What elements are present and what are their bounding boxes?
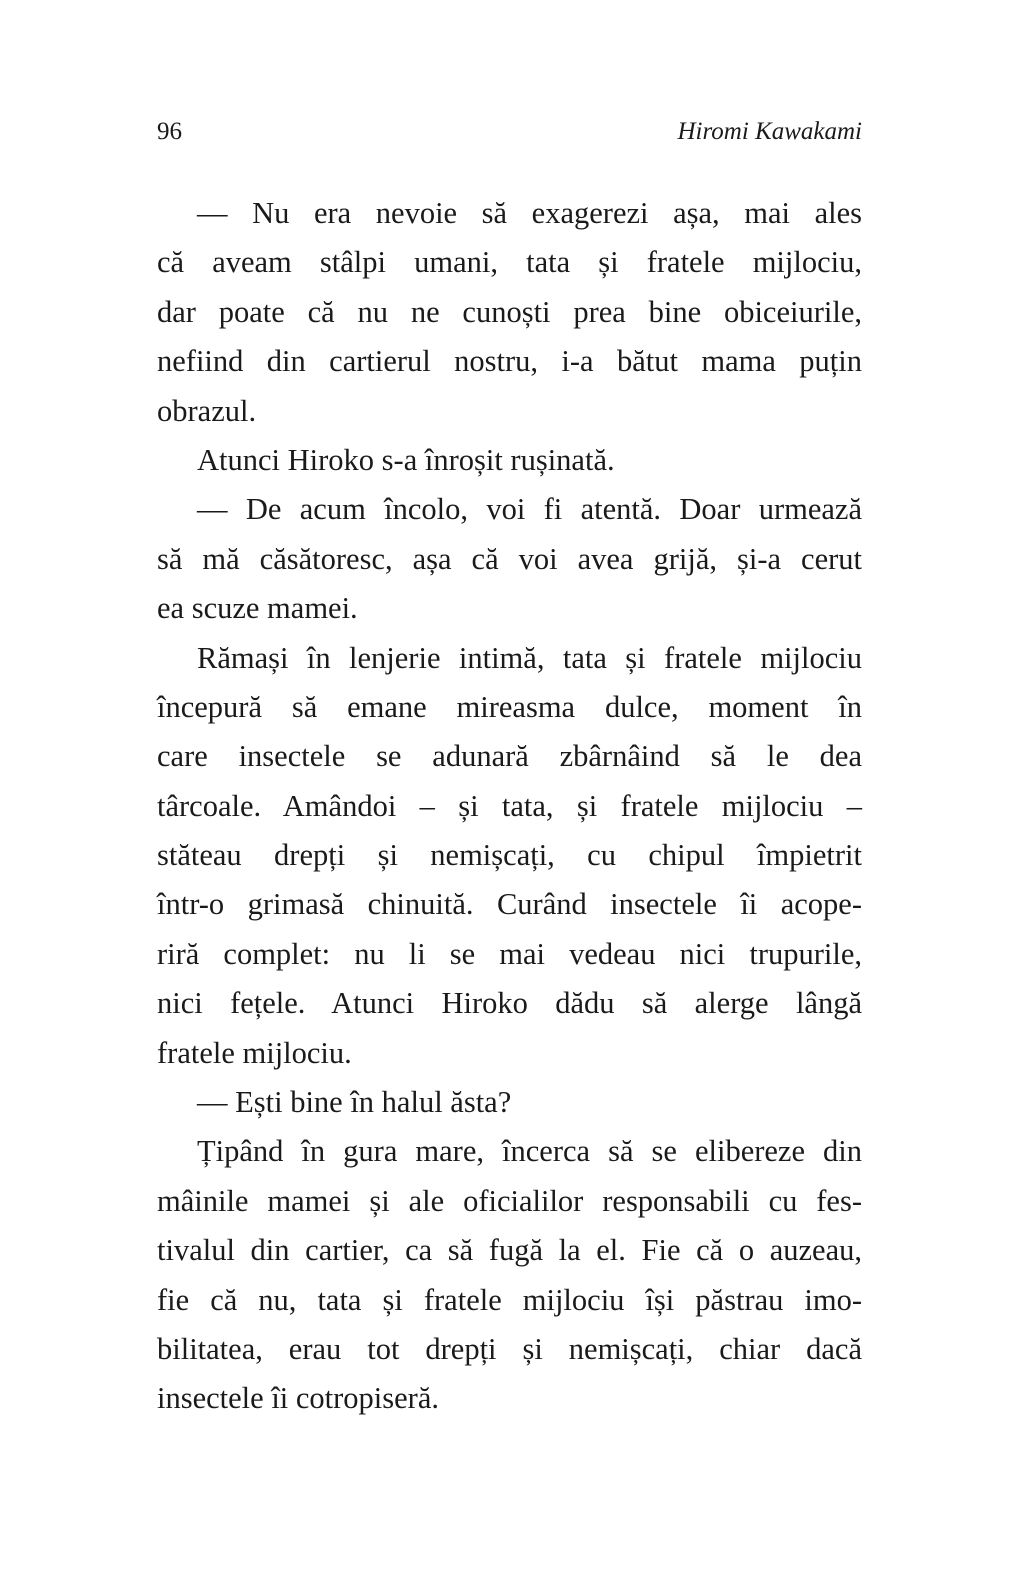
text-line: să mă căsătoresc, așa că voi avea grijă, și-a cerut bbox=[157, 541, 862, 576]
text-line: Atunci Hiroko s-a înroșit rușinată. bbox=[197, 442, 615, 477]
author-name: Hiromi Kawakami bbox=[677, 118, 862, 145]
paragraph bbox=[157, 1127, 862, 1423]
text-line: bilitatea, erau tot drepți și nemișcați, chiar dacă bbox=[157, 1331, 862, 1366]
text-line: Rămași în lenjerie intimă, tata și fratele mijlociu bbox=[197, 640, 862, 675]
page-number: 96 bbox=[157, 118, 182, 145]
text-line: nefiind din cartierul nostru, i-a bătut mama puțin bbox=[157, 344, 862, 379]
paragraph bbox=[157, 634, 862, 1079]
text-line: — Ești bine în halul ăsta? bbox=[197, 1085, 512, 1120]
text-line: tivalul din cartier, ca să fugă la el. Fie că o auzeau, bbox=[157, 1233, 862, 1268]
paragraph bbox=[157, 1078, 862, 1127]
paragraph bbox=[157, 189, 862, 436]
paragraph bbox=[157, 485, 862, 633]
text-line: care insectele se adunară zbârnâind să le dea bbox=[157, 739, 862, 774]
text-line: într-o grimasă chinuită. Curând insectele îi acope- bbox=[157, 887, 862, 922]
text-line: — Nu era nevoie să exagerezi așa, mai ales bbox=[197, 196, 862, 230]
text-line: fratele mijlociu. bbox=[157, 1035, 352, 1070]
text-line: obrazul. bbox=[157, 393, 257, 428]
text-line: fie că nu, tata și fratele mijlociu își păstrau imo- bbox=[157, 1282, 862, 1317]
text-line: începură să emane mireasma dulce, moment în bbox=[157, 689, 862, 724]
text-line: dar poate că nu ne cunoști prea bine obiceiurile, bbox=[157, 294, 862, 329]
text-line: că aveam stâlpi umani, tata și fratele mijlociu, bbox=[157, 245, 862, 280]
text-line: ea scuze mamei. bbox=[157, 591, 358, 626]
text-line: — De acum încolo, voi fi atentă. Doar urmează bbox=[197, 492, 862, 527]
page-body bbox=[157, 189, 862, 1424]
text-line: Țipând în gura mare, încerca să se elibereze din bbox=[197, 1134, 862, 1169]
text-line: mâinile mamei și ale oficialilor responsabili cu fes- bbox=[157, 1183, 862, 1218]
text-line: riră complet: nu li se mai vedeau nici trupurile, bbox=[157, 936, 862, 971]
running-header bbox=[157, 118, 862, 158]
text-line: stăteau drepți și nemișcați, cu chipul împietrit bbox=[157, 838, 862, 873]
text-line: târcoale. Amândoi – și tata, și fratele mijlociu – bbox=[157, 788, 862, 823]
text-line: insectele îi cotropiseră. bbox=[157, 1381, 440, 1416]
text-line: nici fețele. Atunci Hiroko dădu să alerge lângă bbox=[157, 986, 862, 1021]
paragraph bbox=[157, 436, 862, 485]
